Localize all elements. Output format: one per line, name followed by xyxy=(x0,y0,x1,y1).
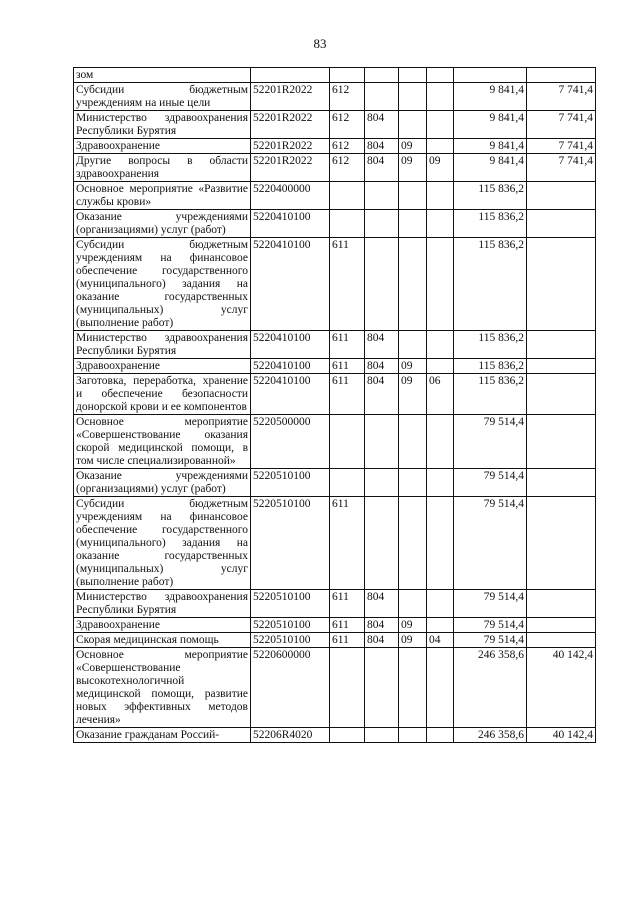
table-row xyxy=(74,618,596,633)
subsection-cell xyxy=(427,497,454,590)
total-amount-cell: 115 836,2 xyxy=(454,238,527,331)
total-amount-cell: 115 836,2 xyxy=(454,331,527,359)
row-name-cell: Здравоохранение xyxy=(74,139,251,154)
target-code-cell: 5220600000 xyxy=(251,648,330,728)
federal-amount-cell xyxy=(527,210,596,238)
subsection-cell xyxy=(427,618,454,633)
section-cell xyxy=(399,469,427,497)
subsection-cell xyxy=(427,590,454,618)
expense-type-cell: 611 xyxy=(330,331,365,359)
federal-amount-cell: 7 741,4 xyxy=(527,154,596,182)
subsection-cell xyxy=(427,238,454,331)
target-code-cell: 5220410100 xyxy=(251,359,330,374)
ministry-code-cell xyxy=(365,238,399,331)
row-name-cell: Субсидии бюджетным учреждениям на финансовое обеспечение государственного (муниципального) задания на оказание государственных (муниципальных) услуг (выполнение работ) xyxy=(74,497,251,590)
ministry-code-cell xyxy=(365,728,399,743)
table-row xyxy=(74,359,596,374)
subsection-cell: 06 xyxy=(427,374,454,415)
subsection-cell xyxy=(427,415,454,469)
row-name-cell: Основное мероприятие «Развитие службы крови» xyxy=(74,182,251,210)
subsection-cell xyxy=(427,83,454,111)
target-code-cell: 52201R2022 xyxy=(251,154,330,182)
table-row xyxy=(74,728,596,743)
section-cell xyxy=(399,210,427,238)
total-amount-cell: 115 836,2 xyxy=(454,210,527,238)
target-code-cell: 5220510100 xyxy=(251,633,330,648)
federal-amount-cell xyxy=(527,618,596,633)
expense-type-cell: 612 xyxy=(330,139,365,154)
target-code-cell: 5220410100 xyxy=(251,210,330,238)
subsection-cell xyxy=(427,210,454,238)
subsection-cell: 09 xyxy=(427,154,454,182)
federal-amount-cell: 7 741,4 xyxy=(527,111,596,139)
table-row xyxy=(74,497,596,590)
subsection-cell xyxy=(427,68,454,83)
ministry-code-cell: 804 xyxy=(365,154,399,182)
table-row xyxy=(74,633,596,648)
target-code-cell: 5220510100 xyxy=(251,618,330,633)
row-name-cell: Основное мероприятие «Совершенствование высокотехнологичной медицинской помощи, развитие новых эффективных методов лечения» xyxy=(74,648,251,728)
subsection-cell xyxy=(427,648,454,728)
total-amount-cell: 9 841,4 xyxy=(454,111,527,139)
page-number: 83 xyxy=(313,36,327,51)
expense-type-cell: 612 xyxy=(330,83,365,111)
ministry-code-cell: 804 xyxy=(365,374,399,415)
section-cell: 09 xyxy=(399,359,427,374)
federal-amount-cell xyxy=(527,415,596,469)
target-code-cell: 52206R4020 xyxy=(251,728,330,743)
expense-type-cell: 611 xyxy=(330,374,365,415)
federal-amount-cell xyxy=(527,374,596,415)
expense-type-cell xyxy=(330,210,365,238)
ministry-code-cell xyxy=(365,497,399,590)
subsection-cell xyxy=(427,139,454,154)
subsection-cell xyxy=(427,359,454,374)
total-amount-cell: 9 841,4 xyxy=(454,139,527,154)
row-name-cell: Министерство здравоохранения Республики Бурятия xyxy=(74,331,251,359)
row-name-cell: Заготовка, переработка, хранение и обеспечение безопасности донорской крови и ее компонентов xyxy=(74,374,251,415)
row-name-cell: Здравоохранение xyxy=(74,618,251,633)
expense-type-cell: 612 xyxy=(330,111,365,139)
target-code-cell: 5220410100 xyxy=(251,331,330,359)
expense-type-cell xyxy=(330,68,365,83)
ministry-code-cell: 804 xyxy=(365,633,399,648)
target-code-cell: 5220500000 xyxy=(251,415,330,469)
total-amount-cell: 115 836,2 xyxy=(454,359,527,374)
expense-type-cell: 611 xyxy=(330,359,365,374)
target-code-cell: 5220510100 xyxy=(251,469,330,497)
ministry-code-cell xyxy=(365,182,399,210)
federal-amount-cell xyxy=(527,469,596,497)
target-code-cell: 5220510100 xyxy=(251,590,330,618)
table-row xyxy=(74,68,596,83)
target-code-cell xyxy=(251,68,330,83)
subsection-cell: 04 xyxy=(427,633,454,648)
federal-amount-cell xyxy=(527,590,596,618)
row-name-cell: Министерство здравоохранения Республики Бурятия xyxy=(74,111,251,139)
ministry-code-cell: 804 xyxy=(365,111,399,139)
ministry-code-cell xyxy=(365,68,399,83)
row-name-cell: Министерство здравоохранения Республики Бурятия xyxy=(74,590,251,618)
row-name-cell: зом xyxy=(74,68,251,83)
total-amount-cell: 79 514,4 xyxy=(454,415,527,469)
total-amount-cell: 79 514,4 xyxy=(454,618,527,633)
row-name-cell: Оказание учреждениями (организациями) услуг (работ) xyxy=(74,210,251,238)
subsection-cell xyxy=(427,182,454,210)
table-row xyxy=(74,469,596,497)
target-code-cell: 5220510100 xyxy=(251,497,330,590)
total-amount-cell: 115 836,2 xyxy=(454,374,527,415)
federal-amount-cell: 40 142,4 xyxy=(527,728,596,743)
total-amount-cell: 79 514,4 xyxy=(454,590,527,618)
section-cell xyxy=(399,590,427,618)
section-cell xyxy=(399,728,427,743)
federal-amount-cell: 7 741,4 xyxy=(527,139,596,154)
expense-type-cell: 612 xyxy=(330,154,365,182)
table-row xyxy=(74,182,596,210)
subsection-cell xyxy=(427,469,454,497)
federal-amount-cell: 40 142,4 xyxy=(527,648,596,728)
federal-amount-cell xyxy=(527,359,596,374)
ministry-code-cell: 804 xyxy=(365,590,399,618)
section-cell xyxy=(399,497,427,590)
section-cell xyxy=(399,182,427,210)
total-amount-cell: 9 841,4 xyxy=(454,83,527,111)
expense-type-cell xyxy=(330,415,365,469)
table-row xyxy=(74,154,596,182)
target-code-cell: 52201R2022 xyxy=(251,111,330,139)
row-name-cell: Скорая медицинская помощь xyxy=(74,633,251,648)
table-row xyxy=(74,331,596,359)
table-row xyxy=(74,415,596,469)
total-amount-cell: 246 358,6 xyxy=(454,728,527,743)
subsection-cell xyxy=(427,111,454,139)
expense-type-cell xyxy=(330,648,365,728)
ministry-code-cell: 804 xyxy=(365,359,399,374)
section-cell: 09 xyxy=(399,374,427,415)
total-amount-cell xyxy=(454,68,527,83)
target-code-cell: 5220410100 xyxy=(251,374,330,415)
ministry-code-cell xyxy=(365,415,399,469)
total-amount-cell: 115 836,2 xyxy=(454,182,527,210)
expense-type-cell: 611 xyxy=(330,238,365,331)
budget-table xyxy=(73,67,596,743)
ministry-code-cell xyxy=(365,648,399,728)
section-cell: 09 xyxy=(399,139,427,154)
row-name-cell: Здравоохранение xyxy=(74,359,251,374)
expense-type-cell: 611 xyxy=(330,590,365,618)
federal-amount-cell xyxy=(527,497,596,590)
expense-type-cell xyxy=(330,469,365,497)
table-row xyxy=(74,83,596,111)
section-cell xyxy=(399,68,427,83)
target-code-cell: 5220400000 xyxy=(251,182,330,210)
row-name-cell: Основное мероприятие «Совершенствование оказания скорой медицинской помощи, в том числе специализированной» xyxy=(74,415,251,469)
target-code-cell: 52201R2022 xyxy=(251,139,330,154)
federal-amount-cell xyxy=(527,68,596,83)
section-cell xyxy=(399,83,427,111)
expense-type-cell xyxy=(330,728,365,743)
row-name-cell: Субсидии бюджетным учреждениям на иные цели xyxy=(74,83,251,111)
table-row xyxy=(74,210,596,238)
ministry-code-cell: 804 xyxy=(365,331,399,359)
ministry-code-cell: 804 xyxy=(365,618,399,633)
subsection-cell xyxy=(427,728,454,743)
expense-type-cell: 611 xyxy=(330,618,365,633)
federal-amount-cell: 7 741,4 xyxy=(527,83,596,111)
table-row xyxy=(74,111,596,139)
section-cell: 09 xyxy=(399,618,427,633)
federal-amount-cell xyxy=(527,633,596,648)
row-name-cell: Субсидии бюджетным учреждениям на финансовое обеспечение государственного (муниципального) задания на оказание государственных (муниципальных) услуг (выполнение работ) xyxy=(74,238,251,331)
expense-type-cell xyxy=(330,182,365,210)
ministry-code-cell xyxy=(365,469,399,497)
ministry-code-cell: 804 xyxy=(365,139,399,154)
federal-amount-cell xyxy=(527,238,596,331)
expense-type-cell: 611 xyxy=(330,497,365,590)
total-amount-cell: 9 841,4 xyxy=(454,154,527,182)
section-cell: 09 xyxy=(399,154,427,182)
total-amount-cell: 79 514,4 xyxy=(454,633,527,648)
target-code-cell: 52201R2022 xyxy=(251,83,330,111)
subsection-cell xyxy=(427,331,454,359)
section-cell xyxy=(399,111,427,139)
row-name-cell: Другие вопросы в области здравоохранения xyxy=(74,154,251,182)
row-name-cell: Оказание учреждениями (организациями) услуг (работ) xyxy=(74,469,251,497)
total-amount-cell: 79 514,4 xyxy=(454,497,527,590)
table-row xyxy=(74,590,596,618)
section-cell xyxy=(399,238,427,331)
section-cell xyxy=(399,648,427,728)
section-cell xyxy=(399,331,427,359)
table-row xyxy=(74,374,596,415)
ministry-code-cell xyxy=(365,210,399,238)
expense-type-cell: 611 xyxy=(330,633,365,648)
table-row xyxy=(74,139,596,154)
total-amount-cell: 79 514,4 xyxy=(454,469,527,497)
ministry-code-cell xyxy=(365,83,399,111)
section-cell xyxy=(399,415,427,469)
table-row xyxy=(74,648,596,728)
total-amount-cell: 246 358,6 xyxy=(454,648,527,728)
section-cell: 09 xyxy=(399,633,427,648)
federal-amount-cell xyxy=(527,331,596,359)
target-code-cell: 5220410100 xyxy=(251,238,330,331)
federal-amount-cell xyxy=(527,182,596,210)
row-name-cell: Оказание гражданам Россий- xyxy=(74,728,251,743)
table-row xyxy=(74,238,596,331)
